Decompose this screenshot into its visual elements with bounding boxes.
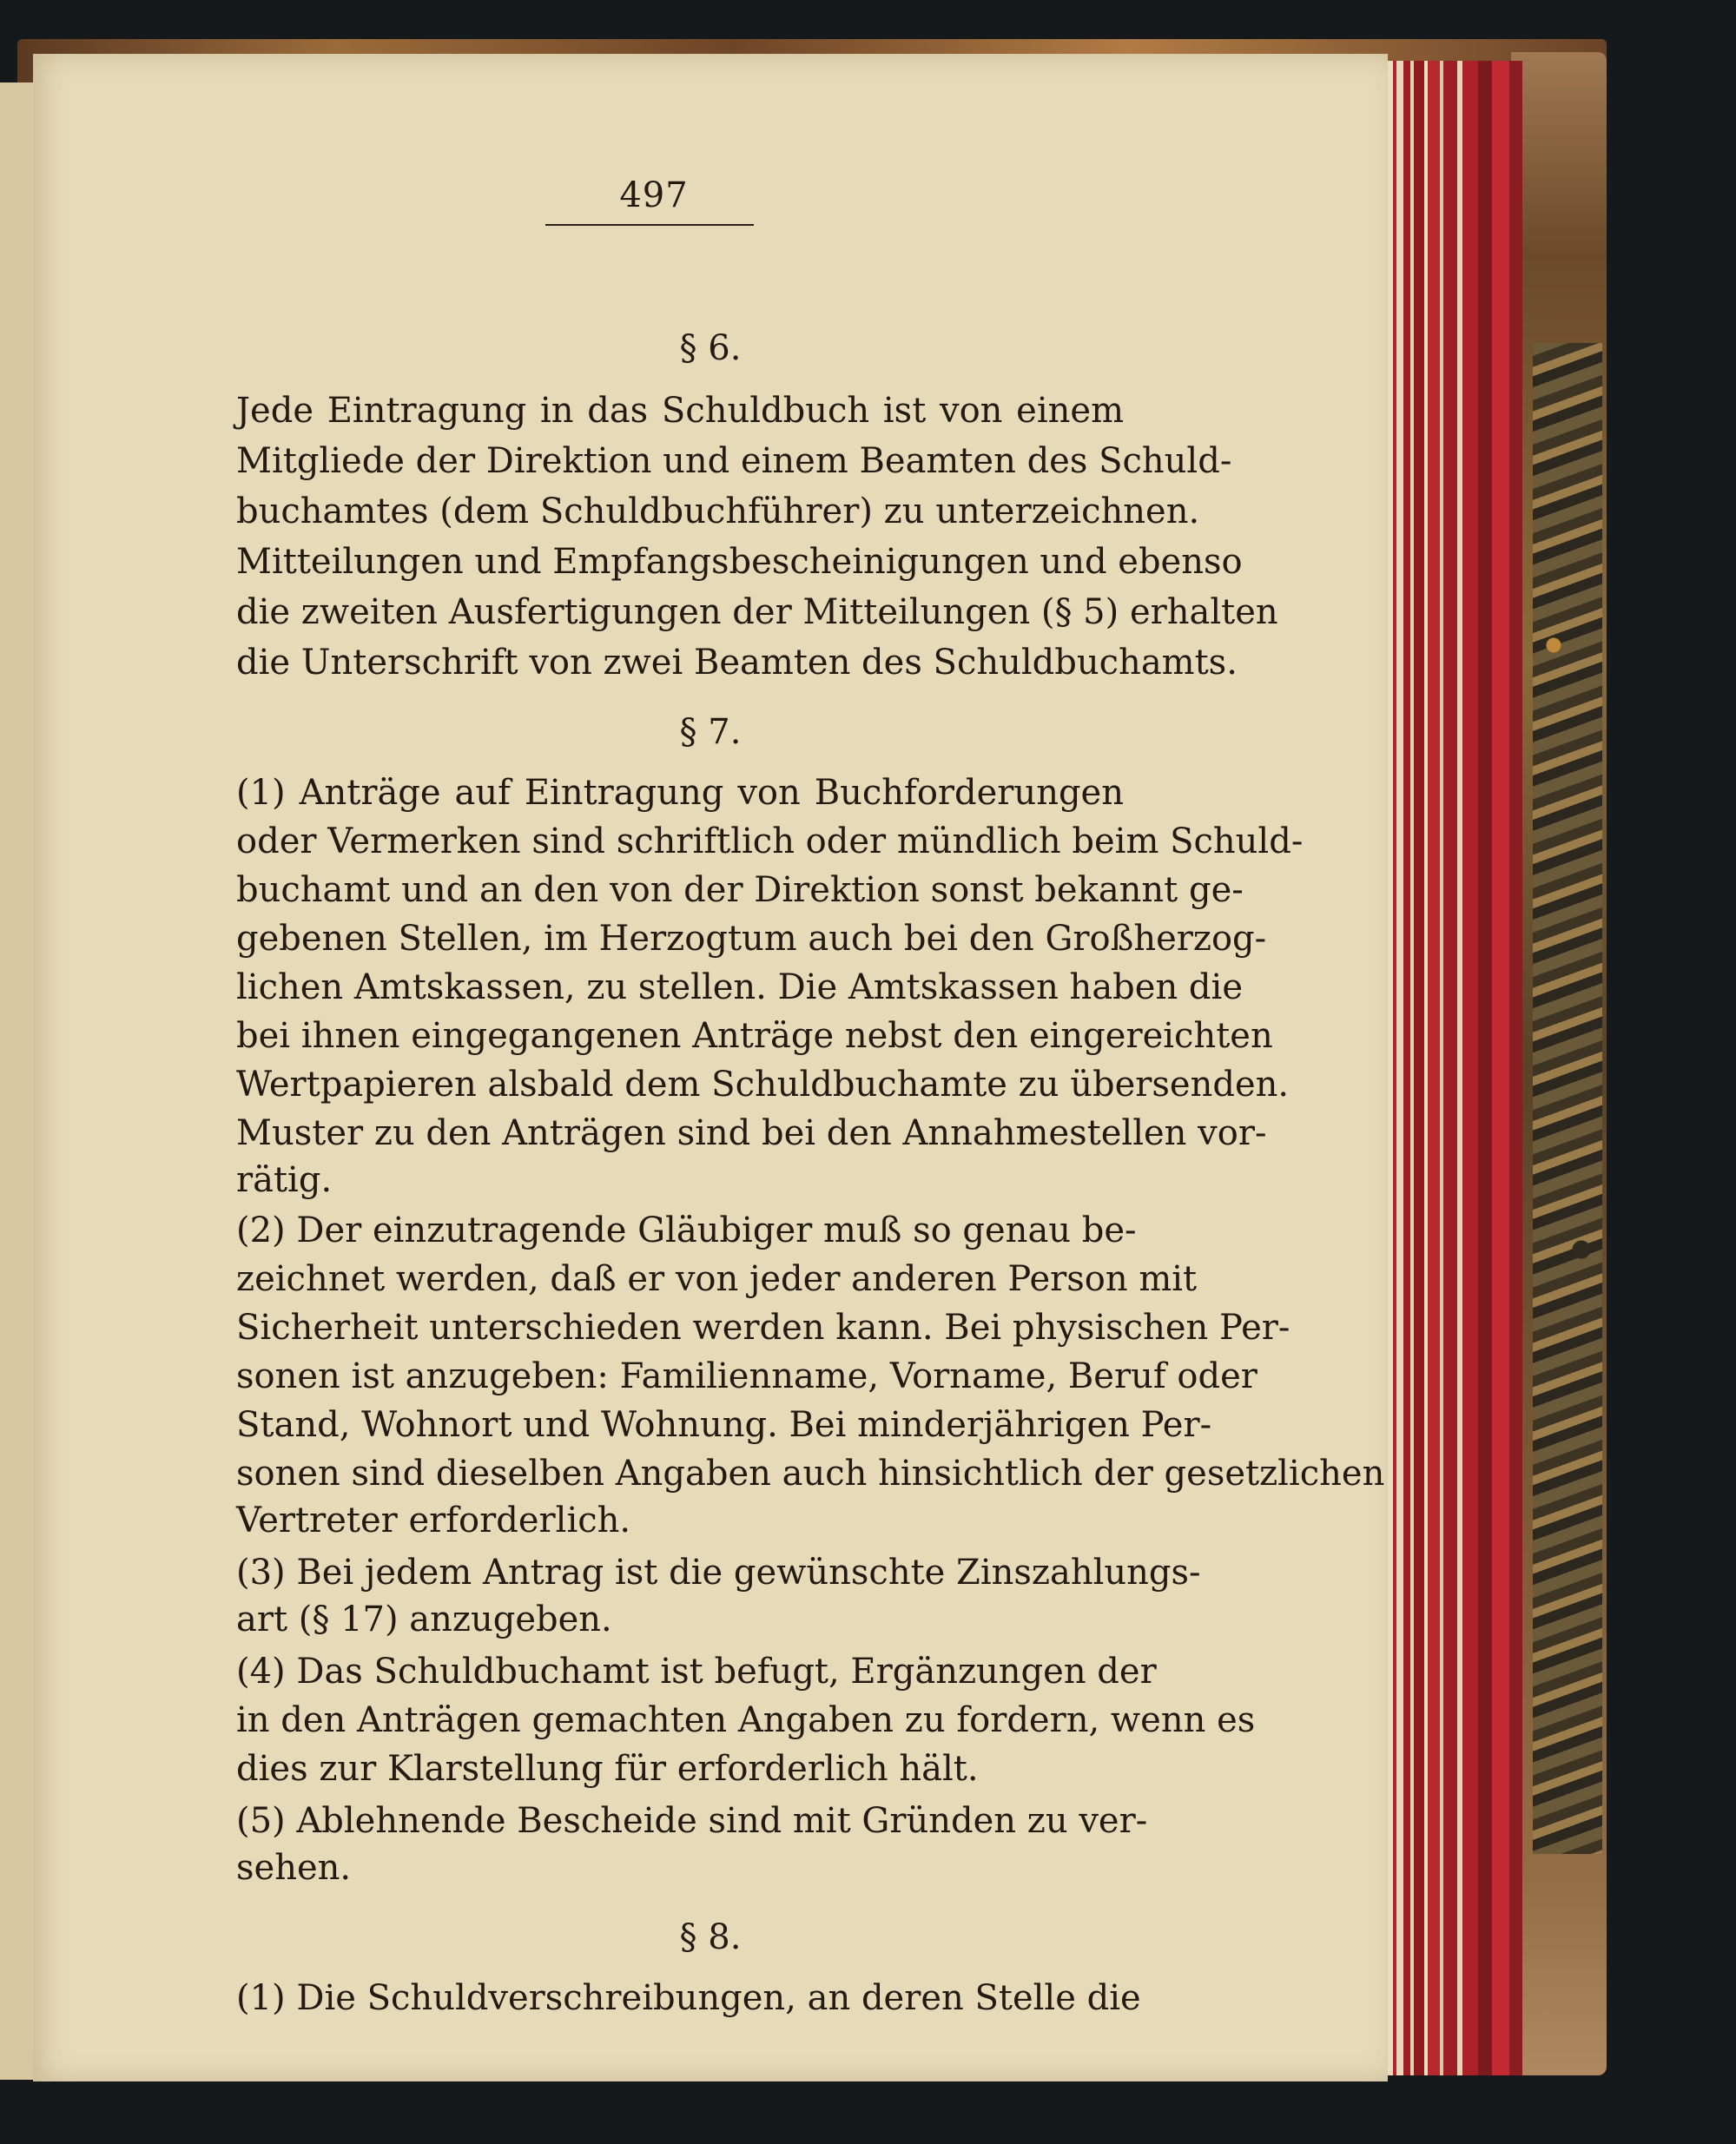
text-line: sonen ist anzugeben: Familienname, Vorname, Beruf oder xyxy=(236,1356,1257,1396)
text-line: buchamtes (dem Schuldbuchführer) zu unterzeichnen. xyxy=(236,491,1200,531)
marbled-edge xyxy=(1533,343,1602,1854)
text-line: art (§ 17) anzugeben. xyxy=(236,1600,612,1639)
page-number: 497 xyxy=(619,175,689,215)
text-line: die Unterschrift von zwei Beamten des Schuldbuchamts. xyxy=(236,643,1238,683)
text-line: in den Anträgen gemachten Angaben zu fordern, wenn es xyxy=(236,1700,1256,1740)
text-line: die zweiten Ausfertigungen der Mitteilungen (§ 5) erhalten xyxy=(236,592,1278,632)
section-heading-6: § 6. xyxy=(679,328,742,368)
text-line: buchamt und an den von der Direktion sonst bekannt ge- xyxy=(236,870,1244,910)
page-edges-red xyxy=(1388,61,1522,2075)
section-heading-8: § 8. xyxy=(679,1917,742,1957)
text-line: oder Vermerken sind schriftlich oder mündlich beim Schuld- xyxy=(236,821,1304,861)
text-line: Sicherheit unterschieden werden kann. Bei physischen Per- xyxy=(236,1308,1290,1348)
text-line: Stand, Wohnort und Wohnung. Bei minderjährigen Per- xyxy=(236,1405,1212,1445)
text-line: (1) Die Schuldverschreibungen, an deren Stelle die xyxy=(236,1978,1141,2018)
text-line: zeichnet werden, daß er von jeder anderen Person mit xyxy=(236,1259,1198,1299)
text-line: (1) Anträge auf Eintragung von Buchforderungen xyxy=(236,773,1124,813)
text-line: (3) Bei jedem Antrag ist die gewünschte Zinszahlungs- xyxy=(236,1553,1201,1593)
text-line: Muster zu den Anträgen sind bei den Annahmestellen vor- xyxy=(236,1113,1267,1153)
text-line: Jede Eintragung in das Schuldbuch ist von einem xyxy=(236,391,1124,431)
text-line: Mitteilungen und Empfangsbescheinigungen und ebenso xyxy=(236,542,1243,582)
section-heading-7: § 7. xyxy=(679,712,742,752)
text-line: rätig. xyxy=(236,1160,333,1200)
text-line: Vertreter erforderlich. xyxy=(236,1501,631,1540)
text-line: gebenen Stellen, im Herzogtum auch bei den Großherzog- xyxy=(236,919,1267,959)
text-line: Mitgliede der Direktion und einem Beamten des Schuld- xyxy=(236,441,1232,481)
text-line: (2) Der einzutragende Gläubiger muß so genau be- xyxy=(236,1211,1137,1250)
text-line: (4) Das Schuldbuchamt ist befugt, Ergänzungen der xyxy=(236,1652,1157,1692)
text-line: sonen sind dieselben Angaben auch hinsichtlich der gesetzlichen xyxy=(236,1454,1385,1494)
page-content xyxy=(33,54,1388,2081)
page-number-rule xyxy=(545,224,754,226)
text-line: sehen. xyxy=(236,1848,352,1888)
text-line: Wertpapieren alsbald dem Schuldbuchamte zu übersenden. xyxy=(236,1065,1290,1105)
text-line: (5) Ablehnende Bescheide sind mit Gründen zu ver- xyxy=(236,1801,1148,1841)
text-line: lichen Amtskassen, zu stellen. Die Amtskassen haben die xyxy=(236,967,1243,1007)
text-line: bei ihnen eingegangenen Anträge nebst den eingereichten xyxy=(236,1016,1273,1056)
text-line: dies zur Klarstellung für erforderlich hält. xyxy=(236,1749,979,1789)
book-page xyxy=(33,54,1388,2081)
